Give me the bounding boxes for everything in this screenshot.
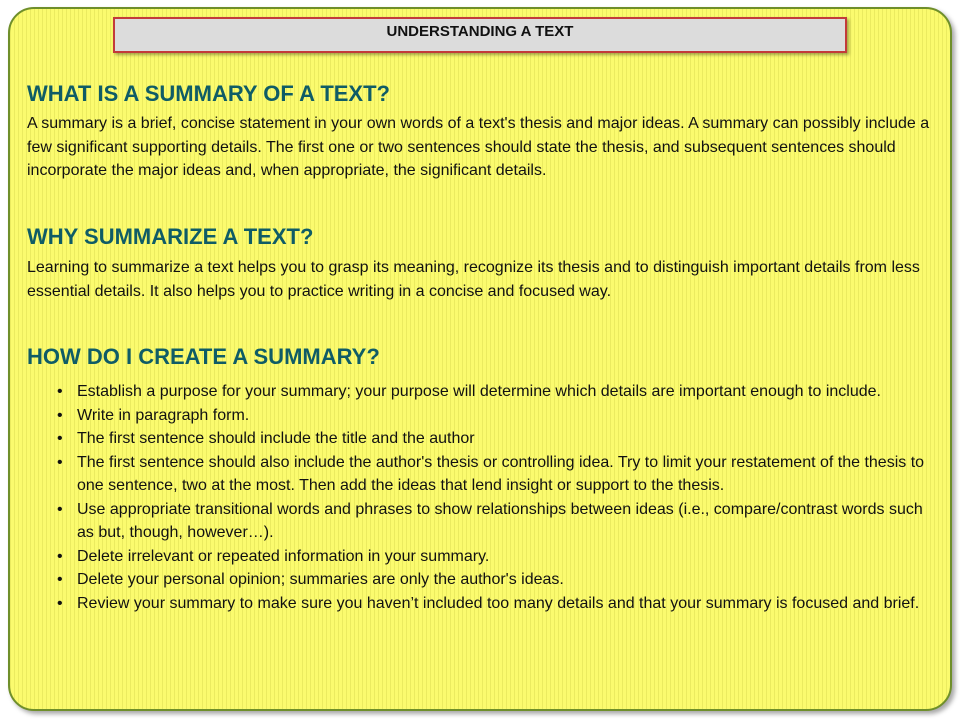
bullet-icon: • xyxy=(57,547,63,565)
bullet-icon: • xyxy=(57,594,63,612)
paragraph-what-is-summary: A summary is a brief, concise statement in your own words of a text's thesis and major ideas. A summary can possibly include a few significant supporting details. The first one or two sentences should state the thesis, and subsequent sentences should incorporate the major ideas and, when appropriate, the significant details. xyxy=(27,115,930,179)
list-item xyxy=(57,592,937,616)
bullet-icon: • xyxy=(57,571,63,588)
list-item xyxy=(57,380,937,404)
list-item xyxy=(57,451,937,498)
bullet-text: Write in paragraph form. xyxy=(77,406,250,424)
slide xyxy=(8,7,952,711)
heading-how-to-create: HOW DO I CREATE A SUMMARY? xyxy=(27,344,380,369)
list-item xyxy=(57,404,937,428)
bullet-icon: • xyxy=(57,453,63,471)
bullet-text: Establish a purpose for your summary; your purpose will determine which details are important enough to include. xyxy=(77,383,881,400)
bullet-text: Review your summary to make sure you haven’t included too many details and that your summary is focused and brief. xyxy=(77,594,920,612)
slide-title: UNDERSTANDING A TEXT xyxy=(386,23,574,40)
bullet-text: Delete irrelevant or repeated information in your summary. xyxy=(77,547,490,565)
bullet-icon: • xyxy=(57,430,63,447)
bullet-text: The first sentence should also include the author's thesis or controlling idea. Try to limit your restatement of the thesis to one sentence, two at the most. Then add the ideas that lend insight or support to the thesis. xyxy=(77,453,925,494)
bullet-list xyxy=(57,380,937,615)
bullet-icon: • xyxy=(57,500,63,518)
bullet-text: Delete your personal opinion; summaries are only the author's ideas. xyxy=(77,571,564,588)
bullet-text: Use appropriate transitional words and phrases to show relationships between ideas (i.e., compare/contrast words such as but, though, however…). xyxy=(77,500,923,541)
heading-why-summarize: WHY SUMMARIZE A TEXT? xyxy=(27,224,314,249)
bullet-text: The first sentence should include the title and the author xyxy=(77,430,475,447)
list-item xyxy=(57,545,937,569)
heading-what-is-summary: WHAT IS A SUMMARY OF A TEXT? xyxy=(27,81,390,106)
list-item xyxy=(57,568,937,592)
bullet-icon: • xyxy=(57,406,63,424)
bullet-icon: • xyxy=(57,383,63,400)
paragraph-why-summarize: Learning to summarize a text helps you to grasp its meaning, recognize its thesis and to distinguish important details from less essential details. It also helps you to practice writing in a concise and focused way. xyxy=(27,259,920,300)
list-item xyxy=(57,498,937,545)
title-box xyxy=(113,17,847,53)
list-item xyxy=(57,427,937,451)
